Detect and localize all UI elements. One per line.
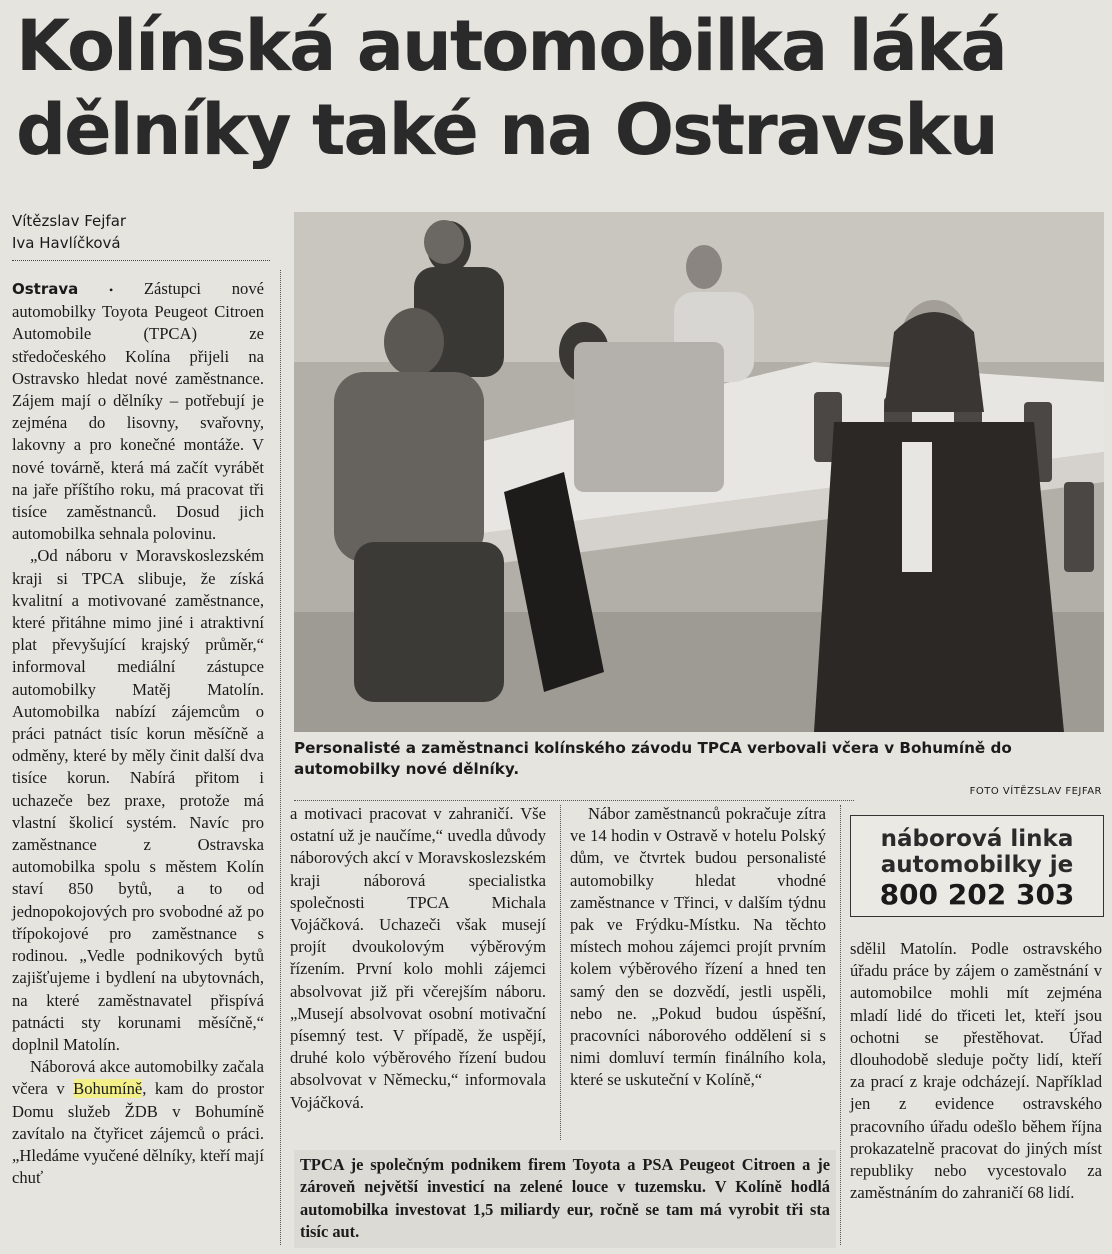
column-1 (12, 278, 264, 1189)
col1-p3-text-a: Náborová akce automobilky začala včera v (12, 1057, 264, 1099)
photo-credit: FOTO VÍTĚZSLAV FEJFAR (969, 786, 1102, 797)
col2-paragraph-1: a motivaci pracovat v zahraničí. Vše ostatní už je naučíme,“ uvedla důvody náborových akcí v Moravskoslezském kraji náborová specialistka společnosti TPCA Michala Vojáčková. Uchazeči však musejí projít dvoukolovým výběrovým řízením. První kolo mohli zájemci absolvovat již při včerejším náboru. „Musejí absolvovat osobní motivační písemný test. V případě, že uspějí, druhé kolo výběrového řízení budou absolvovat v Německu,“ informovala Vojáčková. (290, 804, 546, 1112)
headline-line2: dělníky také na Ostravsku (16, 89, 997, 171)
column-2 (290, 803, 546, 1114)
photo-caption: Personalisté a zaměstnanci kolínského závodu TPCA verbovali včera v Bohumíně do automobilky nové dělníky. (294, 739, 1012, 778)
dateline: Ostrava (12, 280, 79, 298)
col1-p3-text-b: , kam do prostor Domu služeb ŽDB v Bohumíně zavítalo na čtyřicet zájemců o práci. „Hledáme vyučené dělníky, kteří mají chuť (12, 1079, 264, 1188)
hotline-line2: automobilky je (880, 852, 1074, 878)
author-1: Vítězslav Fejfar (12, 212, 127, 230)
col1-paragraph-3 (12, 1056, 264, 1189)
bullet-icon: • (108, 283, 114, 297)
info-box: TPCA je společným podnikem firem Toyota a PSA Peugeot Citroen a je zároveň největší investicí na zelené louce v tuzemsku. V Kolíně hodlá automobilka investovat 1,5 miliardy eur, ročně se tam má vyrobit tři sta tisíc aut. (294, 1150, 836, 1248)
column-divider (280, 270, 281, 1245)
news-photo (294, 212, 1104, 732)
byline (12, 210, 270, 261)
col3-paragraph-1: Nábor zaměstnanců pokračuje zítra ve 14 hodin v Ostravě v hotelu Polský dům, ve čtvrtek budou personalisté automobilky hledat vhodné zaměstnance v Třinci, v dalším týdnu pak ve Frýdku-Místku. Na těchto místech mohou zájemci projít prvním kolem výběrového řízení a hned ten samý den se dozvědí, jestli uspěli, nebo ne. „Pokud budou úspěšní, pracovníci náborového oddělení si s nimi domluví termín finálního kola, které se uskuteční v Kolíně,“ (570, 804, 826, 1090)
column-divider-3 (840, 805, 841, 1245)
col1-paragraph-2: „Od náboru v Moravskoslezském kraji si TPCA slibuje, že získá kvalitní a motivované zaměstnance, které přitáhne mimo jiné i atraktivní plat převyšující krajský průměr,“ informoval mediální zástupce automobilky Matěj Matolín. Automobilka nabízí zájemcům o práci patnáct tisíc korun měsíčně a odměny, které by měly činit další dva tisíce korun. Nabírá přitom i uchazeče bez praxe, protože má vlastní školicí systém. Navíc pro zaměstnance z Ostravska automobilka spolu s městem Kolín staví 850 bytů, a to od jednopokojových pro svobodné až po třípokojové pro zaměstnance s rodinou. „Vedle podnikových bytů zajišťujeme i bydlení na ubytovnách, na které zaměstnavatel přispívá patnácti sty korunami měsíčně,“ doplnil Matolín. (12, 546, 264, 1054)
hotline-box (850, 815, 1104, 917)
caption-rule (294, 800, 854, 801)
highlighted-word: Bohumíně (73, 1079, 143, 1099)
hotline-line1: náborová linka (880, 826, 1074, 852)
col1-paragraph-1 (12, 278, 264, 545)
author-2: Iva Havlíčková (12, 234, 121, 252)
photo-illustration (294, 212, 1104, 732)
column-divider-2 (560, 805, 561, 1140)
col1-p1-text: Zástupci nové automobilky Toyota Peugeot Citroen Automobile (TPCA) ze středočeského Kolína přijeli na Ostravsko hledat nové zaměstnance. Zájem mají o dělníky – potřebují je zejména do lisovny, svařovny, lakovny a pro konečné montáže. V nové továrně, která má začít vyrábět na jaře příštího roku, má pracovat tři tisíce zaměstnanců. Dosud jich automobilka sehnala polovinu. (12, 279, 264, 544)
headline-line1: Kolínská automobilka láká (16, 5, 1006, 87)
column-4 (850, 938, 1102, 1204)
column-3 (570, 803, 826, 1092)
hotline-number: 800 202 303 (879, 878, 1075, 911)
headline (16, 4, 1106, 172)
col4-paragraph-1: sdělil Matolín. Podle ostravského úřadu práce by zájem o zaměstnání v automobilce mohli mít zejména mladí lidé do třiceti let, kteří jsou ochotni se přestěhovat. Úřad dlouhodobě sleduje počty lidí, kteří za prací z kraje odcházejí. Například jen z evidence ostravského pracovního úřadu odešlo během října prokazatelně pracovat do jiných míst republiky nebo vycestovalo za zaměstnáním do zahraničí 68 lidí. (850, 939, 1102, 1203)
